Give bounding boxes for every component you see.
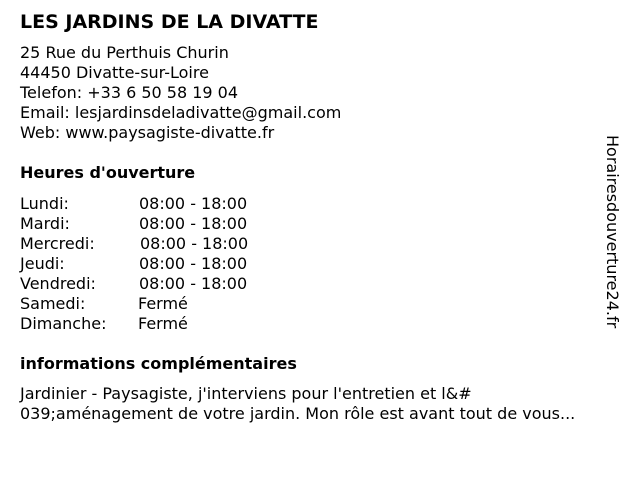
website: Web: www.paysagiste-divatte.fr [20, 123, 275, 142]
day-hours: 08:00 - 18:00 [139, 214, 248, 233]
day-label: Mercredi: [20, 234, 95, 253]
phone-number: Telefon: +33 6 50 58 19 04 [20, 83, 239, 102]
description-line: Jardinier - Paysagiste, j'interviens pour l'entretien et l&# [20, 384, 472, 403]
day-hours: Fermé [138, 294, 188, 313]
site-watermark: Horairesdouverture24.fr [603, 135, 622, 329]
day-label: Lundi: [20, 194, 69, 213]
day-hours: 08:00 - 18:00 [139, 254, 248, 273]
day-hours: Fermé [138, 314, 188, 333]
opening-hours-heading: Heures d'ouverture [20, 163, 196, 182]
business-name: LES JARDINS DE LA DIVATTE [20, 11, 319, 33]
address-city: 44450 Divatte-sur-Loire [20, 63, 209, 82]
day-label: Dimanche: [20, 314, 107, 333]
additional-info-heading: informations complémentaires [20, 354, 297, 373]
day-label: Mardi: [20, 214, 70, 233]
description-line: 039;aménagement de votre jardin. Mon rôle est avant tout de vous... [20, 404, 576, 423]
email-address: Email: lesjardinsdeladivatte@gmail.com [20, 103, 342, 122]
day-label: Jeudi: [20, 254, 65, 273]
day-hours: 08:00 - 18:00 [140, 234, 249, 253]
day-label: Vendredi: [20, 274, 96, 293]
contact-block [20, 43, 341, 143]
day-hours: 08:00 - 18:00 [139, 194, 248, 213]
day-hours: 08:00 - 18:00 [139, 274, 248, 293]
business-description [20, 384, 632, 424]
address-street: 25 Rue du Perthuis Churin [20, 43, 229, 62]
day-label: Samedi: [20, 294, 86, 313]
